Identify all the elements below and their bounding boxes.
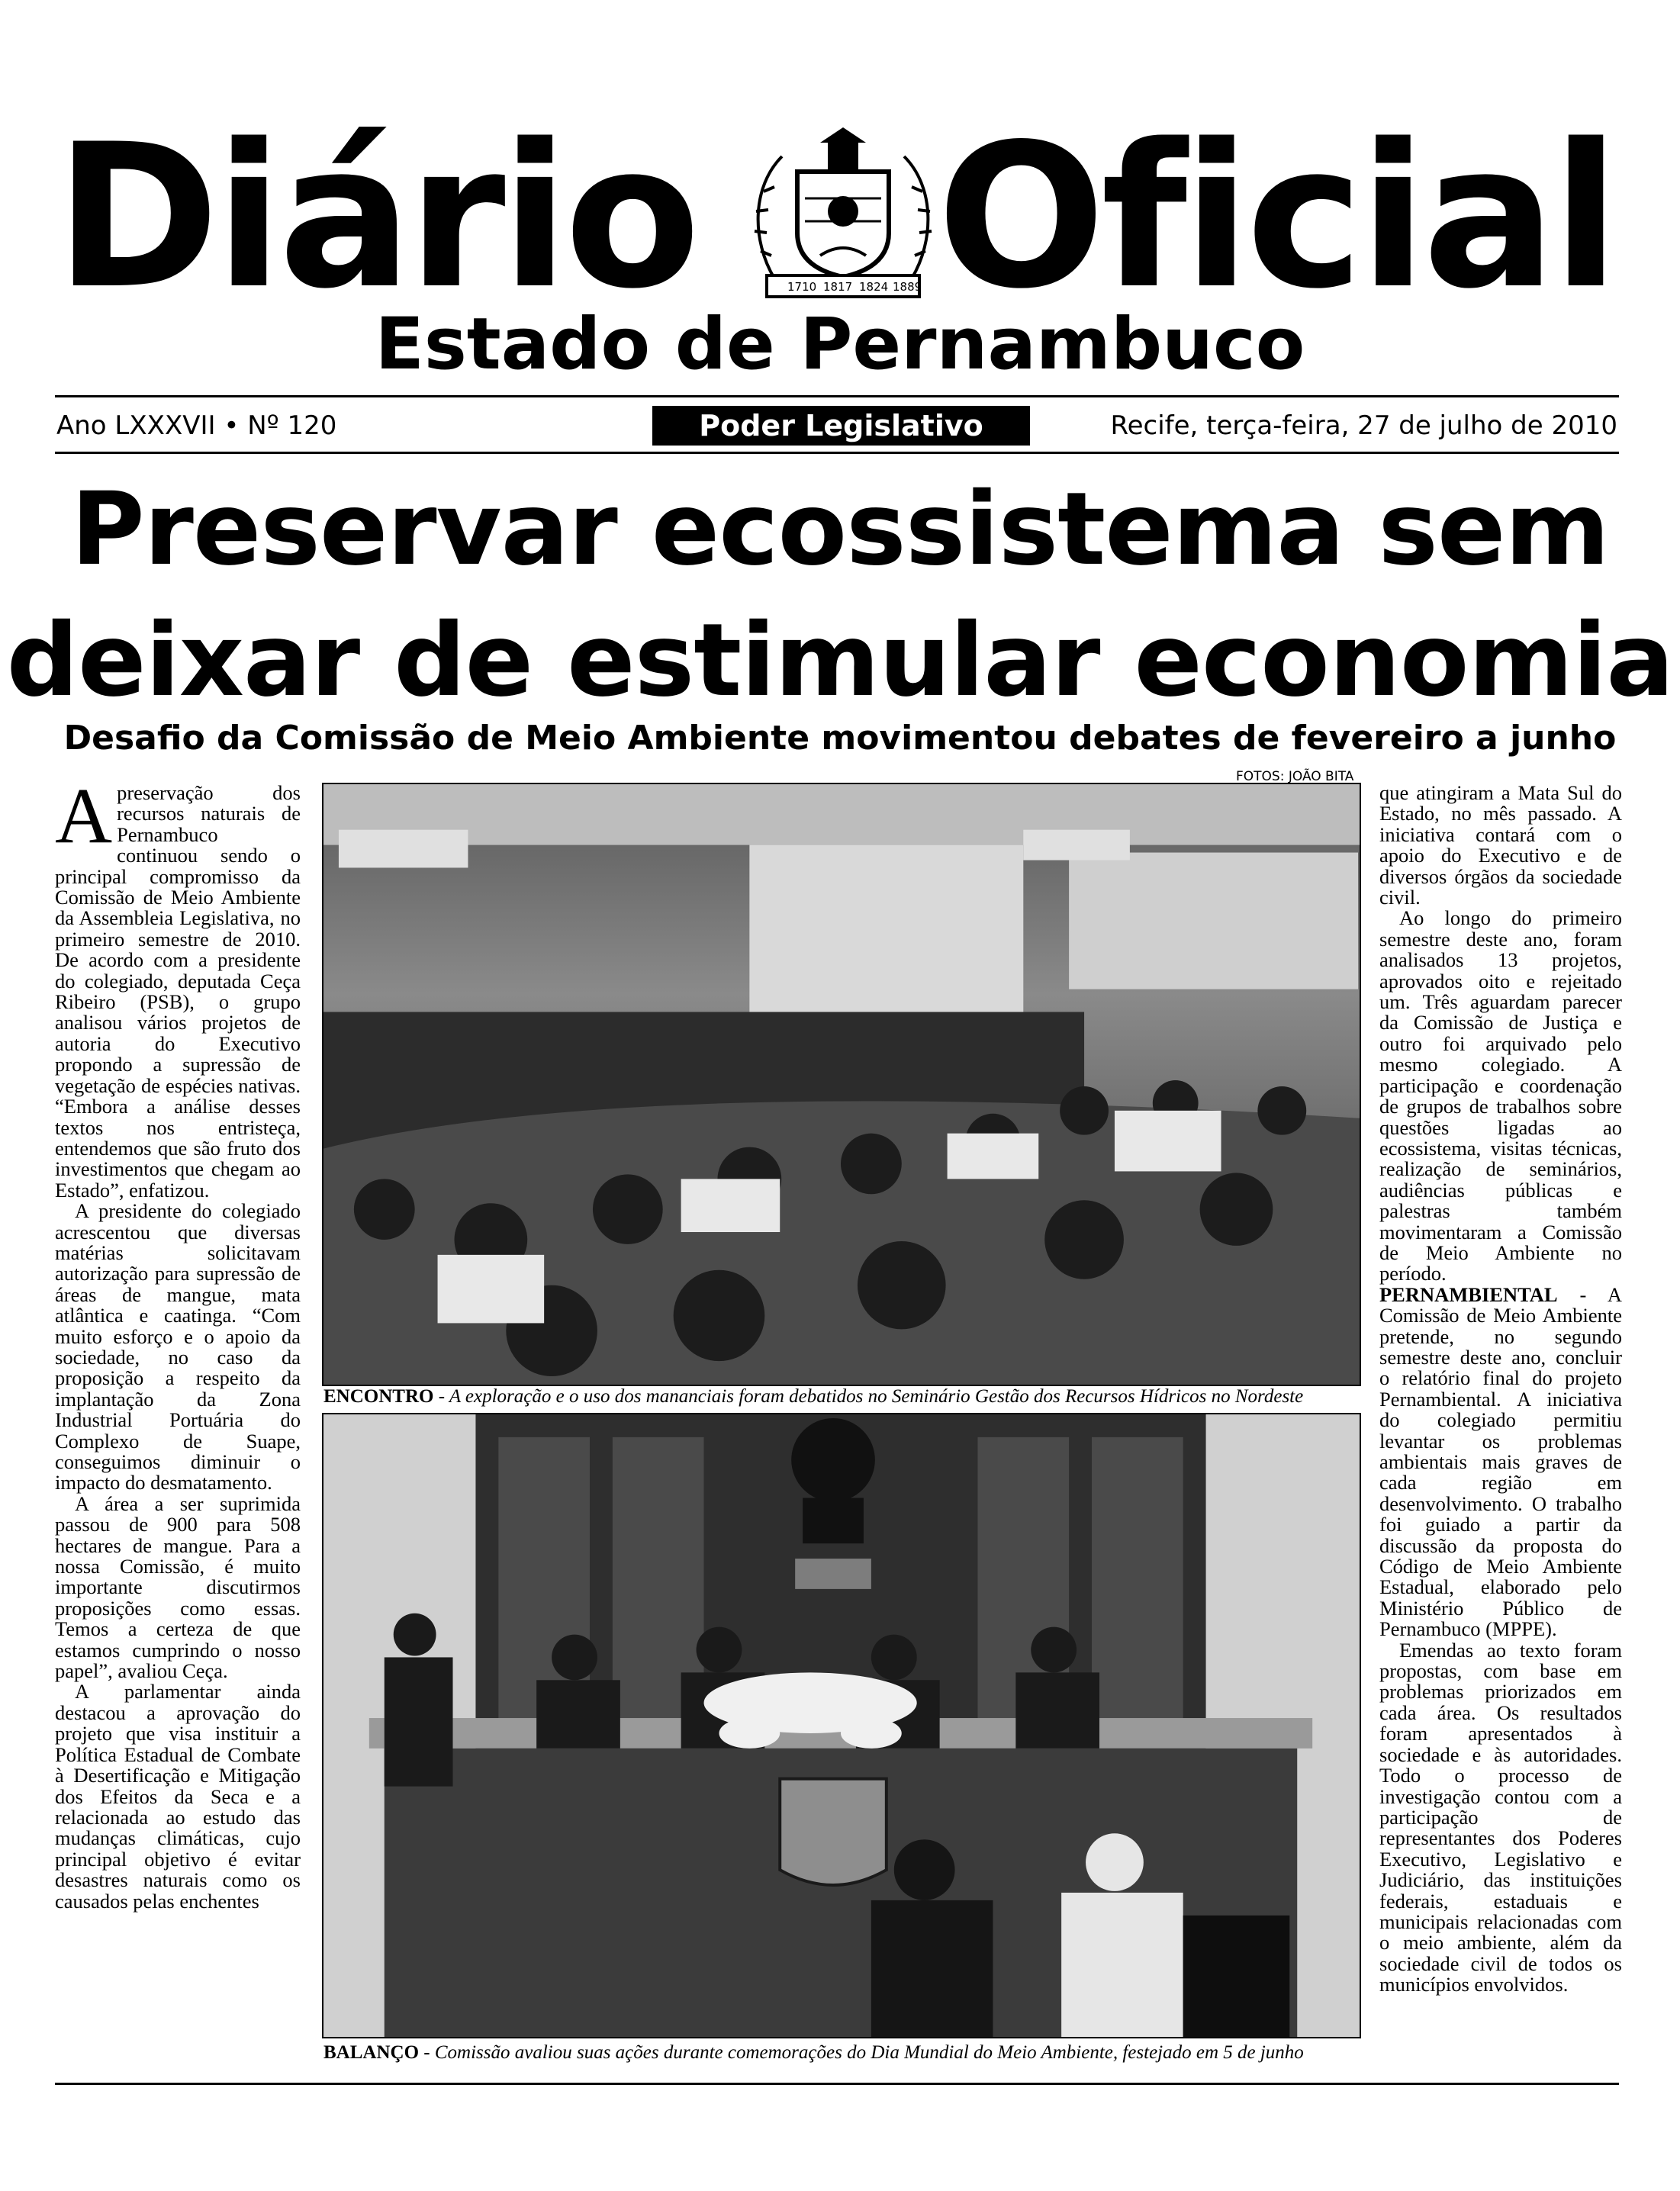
photo-caption-top (323, 1386, 1303, 1408)
state-name: Estado de Pernambuco (375, 303, 1305, 386)
caption-text: - Comissão avaliou suas ações durante comemorações do Dia Mundial do Meio Ambiente, festejado em 5 de junho (419, 2042, 1304, 2063)
caption-label: ENCONTRO (323, 1386, 434, 1407)
photo-plenary-table (322, 1413, 1361, 2038)
masthead-bottom-rule (55, 452, 1619, 454)
drop-cap: A (55, 772, 113, 860)
photo-credit: FOTOS: JOÃO BITA (1236, 769, 1354, 784)
photo-caption-bottom (323, 2042, 1304, 2064)
article-paragraph: Emendas ao texto foram propostas, com base em problemas priorizados em cada área. Os resultados foram apresentados à sociedade e às autoridades. Todo o processo de investigação contou com a participação de representantes dos Poderes Executivo, Legislativo e Judiciário, das instituições federais, estaduais e municipais relacionadas com o meio ambiente, além da sociedade civil de todos os municípios envolvidos. (1379, 1638, 1622, 1996)
issue-number: Ano LXXXVII • Nº 120 (56, 410, 337, 441)
headline-line-1: Preservar ecossistema sem (71, 471, 1609, 588)
article-paragraph: que atingiram a Mata Sul do Estado, no mês passado. A iniciativa contará com o apoio do Executivo e de diversos órgãos da sociedade civil. (1379, 781, 1622, 909)
masthead-top-rule (55, 395, 1619, 397)
seal-year-2: 1817 (823, 280, 853, 294)
state-coat-of-arms-seal (744, 126, 942, 301)
seal-year-1: 1710 (787, 280, 817, 294)
article-paragraph-text: preservação dos recursos naturais de Pernambuco continuou sendo o principal compromisso da Comissão de Meio Ambiente da Assembleia Legislativa, no primeiro semestre de 2010. De acordo com a presidente do colegiado, deputada Ceça Ribeiro (PSB), o grupo analisou vários projetos de autoria do Executivo propondo a supressão de vegetação de espécies nativas. “Embora a análise desses textos nos entristeça, entendemos que são fruto dos investimentos que chegam ao Estado”, enfatizou. (55, 781, 301, 1202)
dateline: Recife, terça-feira, 27 de julho de 2010 (1110, 410, 1617, 441)
caption-text: - A exploração e o uso dos mananciais foram debatidos no Seminário Gestão dos Recursos Hídricos no Nordeste (433, 1386, 1304, 1407)
subheadline: Desafio da Comissão de Meio Ambiente movimentou debates de fevereiro a junho (63, 719, 1617, 758)
article-paragraph (1379, 1282, 1622, 1641)
photo-seminar-audience (322, 783, 1361, 1386)
article-paragraph: A presidente do colegiado acrescentou que diversas matérias solicitavam autorização para supressão de áreas de mangue, mata atlântica e caatinga. “Com muito esforço e o apoio da sociedade, no caso da proposição a respeito da implantação da Zona Industrial Portuária do Complexo de Suape, conseguimos diminuir o impacto do desmatamento. (55, 1199, 301, 1494)
masthead-title-right: Oficial (937, 102, 1616, 333)
headline-line-2: deixar de estimular economia (6, 602, 1674, 719)
section-lead-label: PERNAMBIENTAL (1379, 1282, 1558, 1306)
article-paragraph: A parlamentar ainda destacou a aprovação do projeto que visa instituir a Política Estadual de Combate à Desertificação e Mitigação dos Efeitos da Seca e a relacionada ao estudo das mudanças climáticas, cujo principal objetivo é evitar desastres naturais como os causados pelas enchentes (55, 1680, 301, 1913)
article-paragraph (55, 772, 301, 1202)
article-right-column (1379, 783, 1622, 1996)
article-paragraph-text: - A Comissão de Meio Ambiente pretende, no segundo semestre deste ano, concluir o relatório final do projeto Pernambiental. A iniciativa do colegiado permitiu levantar os problemas ambientais mais graves de cada região em desenvolvimento. O trabalho foi guiado a partir da discussão da proposta do Código de Meio Ambiente Estadual, elaborado pelo Ministério Público de Pernambuco (MPPE). (1379, 1282, 1622, 1641)
page-bottom-rule (55, 2083, 1619, 2085)
article-left-column (55, 772, 301, 1913)
caption-label: BALANÇO (323, 2042, 420, 2063)
seal-year-3: 1824 (859, 280, 889, 294)
article-paragraph: Ao longo do primeiro semestre deste ano, foram analisados 13 projetos, aprovados oito e rejeitado um. Três aguardam parecer da Comissão de Justiça e outro foi arquivado pelo mesmo colegiado. A participação e coordenação de grupos de trabalhos sobre questões ligadas ao ecossistema, visitas técnicas, realização de seminários, audiências públicas e palestras também movimentaram a Comissão de Meio Ambiente no período. (1379, 906, 1622, 1285)
article-paragraph: A área a ser suprimida passou de 900 para 508 hectares de mangue. Para a nossa Comissão, é muito importante discutirmos proposições como essas. Temos a certeza de que estamos cumprindo o nosso papel”, avaliou Ceça. (55, 1491, 301, 1683)
section-banner: Poder Legislativo (652, 406, 1030, 446)
masthead-title-left: Diário (55, 102, 697, 333)
seal-year-4: 1889 (893, 280, 922, 294)
